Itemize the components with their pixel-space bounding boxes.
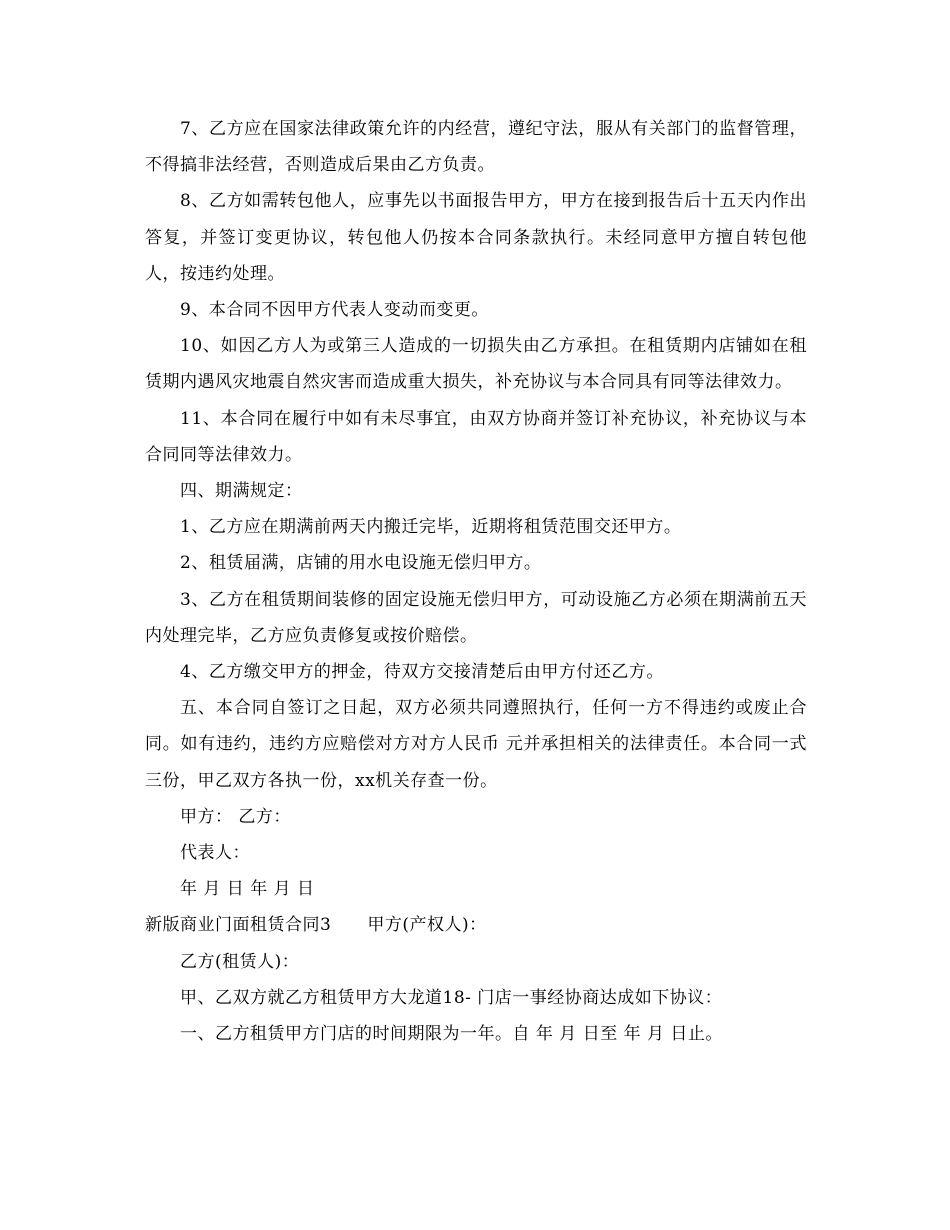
expiry-clause-1: 1、乙方应在期满前两天内搬迁完毕，近期将租赁范围交还甲方。: [180, 517, 682, 538]
signature-parties: 甲方： 乙方：: [180, 806, 291, 827]
term-clause: 一、乙方租赁甲方门店的时间期限为一年。自 年 月 日至 年 月 日止。: [180, 1024, 723, 1045]
clause-7: 7、乙方应在国家法律政策允许的内经营，遵纪守法，服从有关部门的监督管理，不得搞非法经营，否则造成后果由乙方负责。: [145, 119, 807, 176]
clause-10: 10、如因乙方人为或第三人造成的一切损失由乙方承担。在租赁期内店铺如在租赁期内遇风灾地震自然灾害而造成重大损失，补充协议与本合同具有同等法律效力。: [145, 336, 807, 393]
document-body: [145, 111, 807, 1052]
party-b-line: 乙方(租赁人)：: [180, 951, 300, 972]
clause-11: 11、本合同在履行中如有未尽事宜，由双方协商并签订补充协议，补充协议与本合同同等法律效力。: [145, 408, 807, 465]
new-contract-heading: [145, 907, 807, 943]
expiry-clause-4: 4、乙方缴交甲方的押金，待双方交接清楚后由甲方付还乙方。: [180, 662, 664, 683]
section-heading-expiry: 四、期满规定：: [180, 481, 303, 502]
signature-representative: 代表人：: [180, 843, 250, 864]
clause-8: 8、乙方如需转包他人，应事先以书面报告甲方，甲方在接到报告后十五天内作出答复，并签订变更协议，转包他人仍按本合同条款执行。未经同意甲方擅自转包他人，按违约处理。: [145, 191, 807, 284]
agreement-intro: 甲、乙双方就乙方租赁甲方大龙道18- 门店一事经协商达成如下协议：: [180, 987, 723, 1008]
expiry-clause-3: 3、乙方在租赁期间装修的固定设施无偿归甲方，可动设施乙方必须在期满前五天内处理完毕，乙方应负责修复或按价赔偿。: [145, 589, 807, 646]
new-contract-title: 新版商业门面租赁合同3: [145, 915, 332, 936]
signature-dates: 年 月 日 年 月 日: [180, 879, 315, 900]
new-contract-party-a: 甲方(产权人)：: [367, 915, 487, 936]
clause-9: 9、本合同不因甲方代表人变动而变更。: [180, 300, 489, 321]
section-five-effectiveness: 五、本合同自签订之日起，双方必须共同遵照执行，任何一方不得违约或废止合同。如有违约，违约方应赔偿对方对方人民币 元并承担相关的法律责任。本合同一式三份，甲乙双方各执一份，xx机关存查一份。: [145, 698, 807, 791]
expiry-clause-2: 2、租赁届满，店铺的用水电设施无偿归甲方。: [180, 553, 542, 574]
